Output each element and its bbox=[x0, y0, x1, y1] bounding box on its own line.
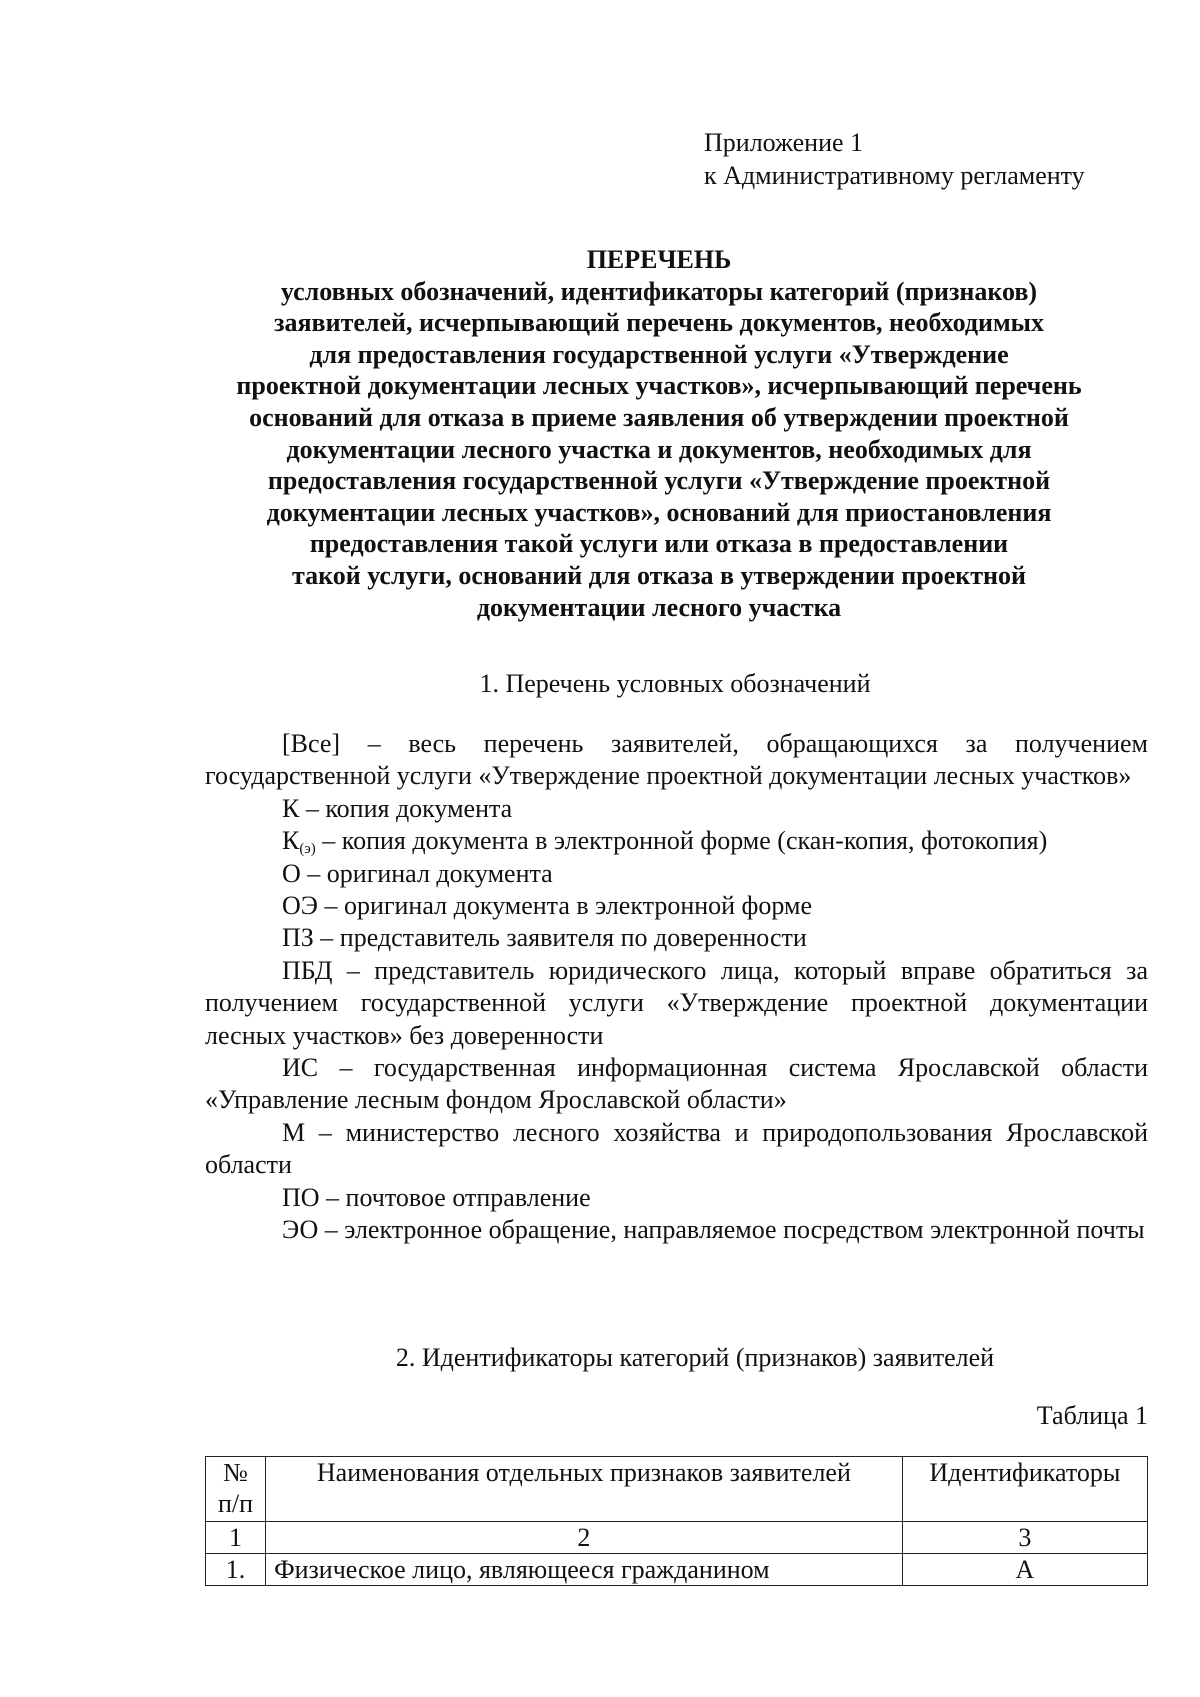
definition-k: К – копия документа bbox=[282, 793, 513, 823]
definition-m: М – министерство лесного хозяйства и природопользования Ярославской области bbox=[205, 1117, 1148, 1180]
appendix-line-2: к Административному регламенту bbox=[704, 161, 1085, 190]
section-1-heading: 1. Перечень условных обозначений bbox=[479, 669, 871, 698]
definition-pbd: ПБД – представитель юридического лица, который вправе обратиться за получением государственной услуги «Утверждение проектной документации лесных участков» без доверенности bbox=[205, 955, 1148, 1050]
header-number-line-1: № bbox=[223, 1458, 248, 1487]
definition-eo: ЭО – электронное обращение, направляемое посредством электронной почты bbox=[282, 1215, 1145, 1245]
table-numbering-row bbox=[206, 1522, 1148, 1554]
title-line: предоставления государственной услуги «Утверждение проектной bbox=[267, 466, 1051, 496]
appendix-line-1: Приложение 1 bbox=[704, 128, 864, 157]
title-line: документации лесного участка и документов, необходимых для bbox=[286, 434, 1032, 464]
definition-ke-symbol: К bbox=[282, 826, 300, 856]
definition-vse: [Все] – весь перечень заявителей, обращающихся за получением государственной услуги «Утверждение проектной документации лесных участков» bbox=[205, 729, 1148, 791]
header-cell-name: Наименования отдельных признаков заявителей bbox=[266, 1457, 903, 1522]
title-line: проектной документации лесных участков», исчерпывающий перечень bbox=[236, 371, 1082, 401]
row-identifier-cell: А bbox=[902, 1554, 1147, 1586]
definition-po: ПО – почтовое отправление bbox=[282, 1182, 591, 1212]
row-number-cell: 1. bbox=[206, 1554, 266, 1586]
header-cell-number bbox=[206, 1457, 266, 1522]
title-line: документации лесного участка bbox=[476, 592, 842, 622]
definition-is: ИС – государственная информационная система Ярославской области «Управление лесным фондом Ярославской области» bbox=[205, 1053, 1148, 1115]
definition-ke bbox=[205, 825, 1148, 857]
definition-ke-subscript: (э) bbox=[299, 841, 316, 858]
definitions-list bbox=[205, 728, 1148, 1247]
section-2-heading: 2. Идентификаторы категорий (признаков) заявителей bbox=[395, 1343, 995, 1372]
numbering-cell: 2 bbox=[266, 1522, 903, 1554]
definition-ke-text: – копия документа в электронной форме (скан-копия, фотокопия) bbox=[315, 826, 1048, 856]
title-heading: ПЕРЕЧЕНЬ bbox=[586, 245, 732, 274]
row-name-cell: Физическое лицо, являющееся гражданином bbox=[266, 1554, 903, 1586]
header-cell-identifiers: Идентификаторы bbox=[902, 1457, 1147, 1522]
title-line: документации лесных участков», оснований для приостановления bbox=[266, 497, 1052, 527]
table-caption: Таблица 1 bbox=[1036, 1401, 1148, 1430]
table-row bbox=[206, 1554, 1148, 1586]
numbering-cell: 1 bbox=[206, 1522, 266, 1554]
appendix-note bbox=[704, 126, 1085, 192]
definition-oe: ОЭ – оригинал документа в электронной форме bbox=[282, 891, 813, 921]
title-line: предоставления такой услуги или отказа в предоставлении bbox=[309, 529, 1009, 559]
title-line: заявителей, исчерпывающий перечень документов, необходимых bbox=[274, 308, 1044, 338]
title-line: для предоставления государственной услуги «Утверждение bbox=[309, 339, 1009, 369]
title-line: такой услуги, оснований для отказа в утверждении проектной bbox=[292, 560, 1026, 590]
applicant-categories-table bbox=[205, 1456, 1148, 1586]
table-header-row bbox=[206, 1457, 1148, 1522]
document-title bbox=[190, 244, 1128, 623]
title-line: условных обозначений, идентификаторы категорий (признаков) bbox=[280, 276, 1038, 306]
header-number-line-2: п/п bbox=[218, 1489, 254, 1518]
definition-pz: ПЗ – представитель заявителя по доверенности bbox=[282, 923, 807, 953]
definition-o: О – оригинал документа bbox=[282, 858, 553, 888]
title-line: оснований для отказа в приеме заявления об утверждении проектной bbox=[249, 402, 1069, 432]
numbering-cell: 3 bbox=[902, 1522, 1147, 1554]
